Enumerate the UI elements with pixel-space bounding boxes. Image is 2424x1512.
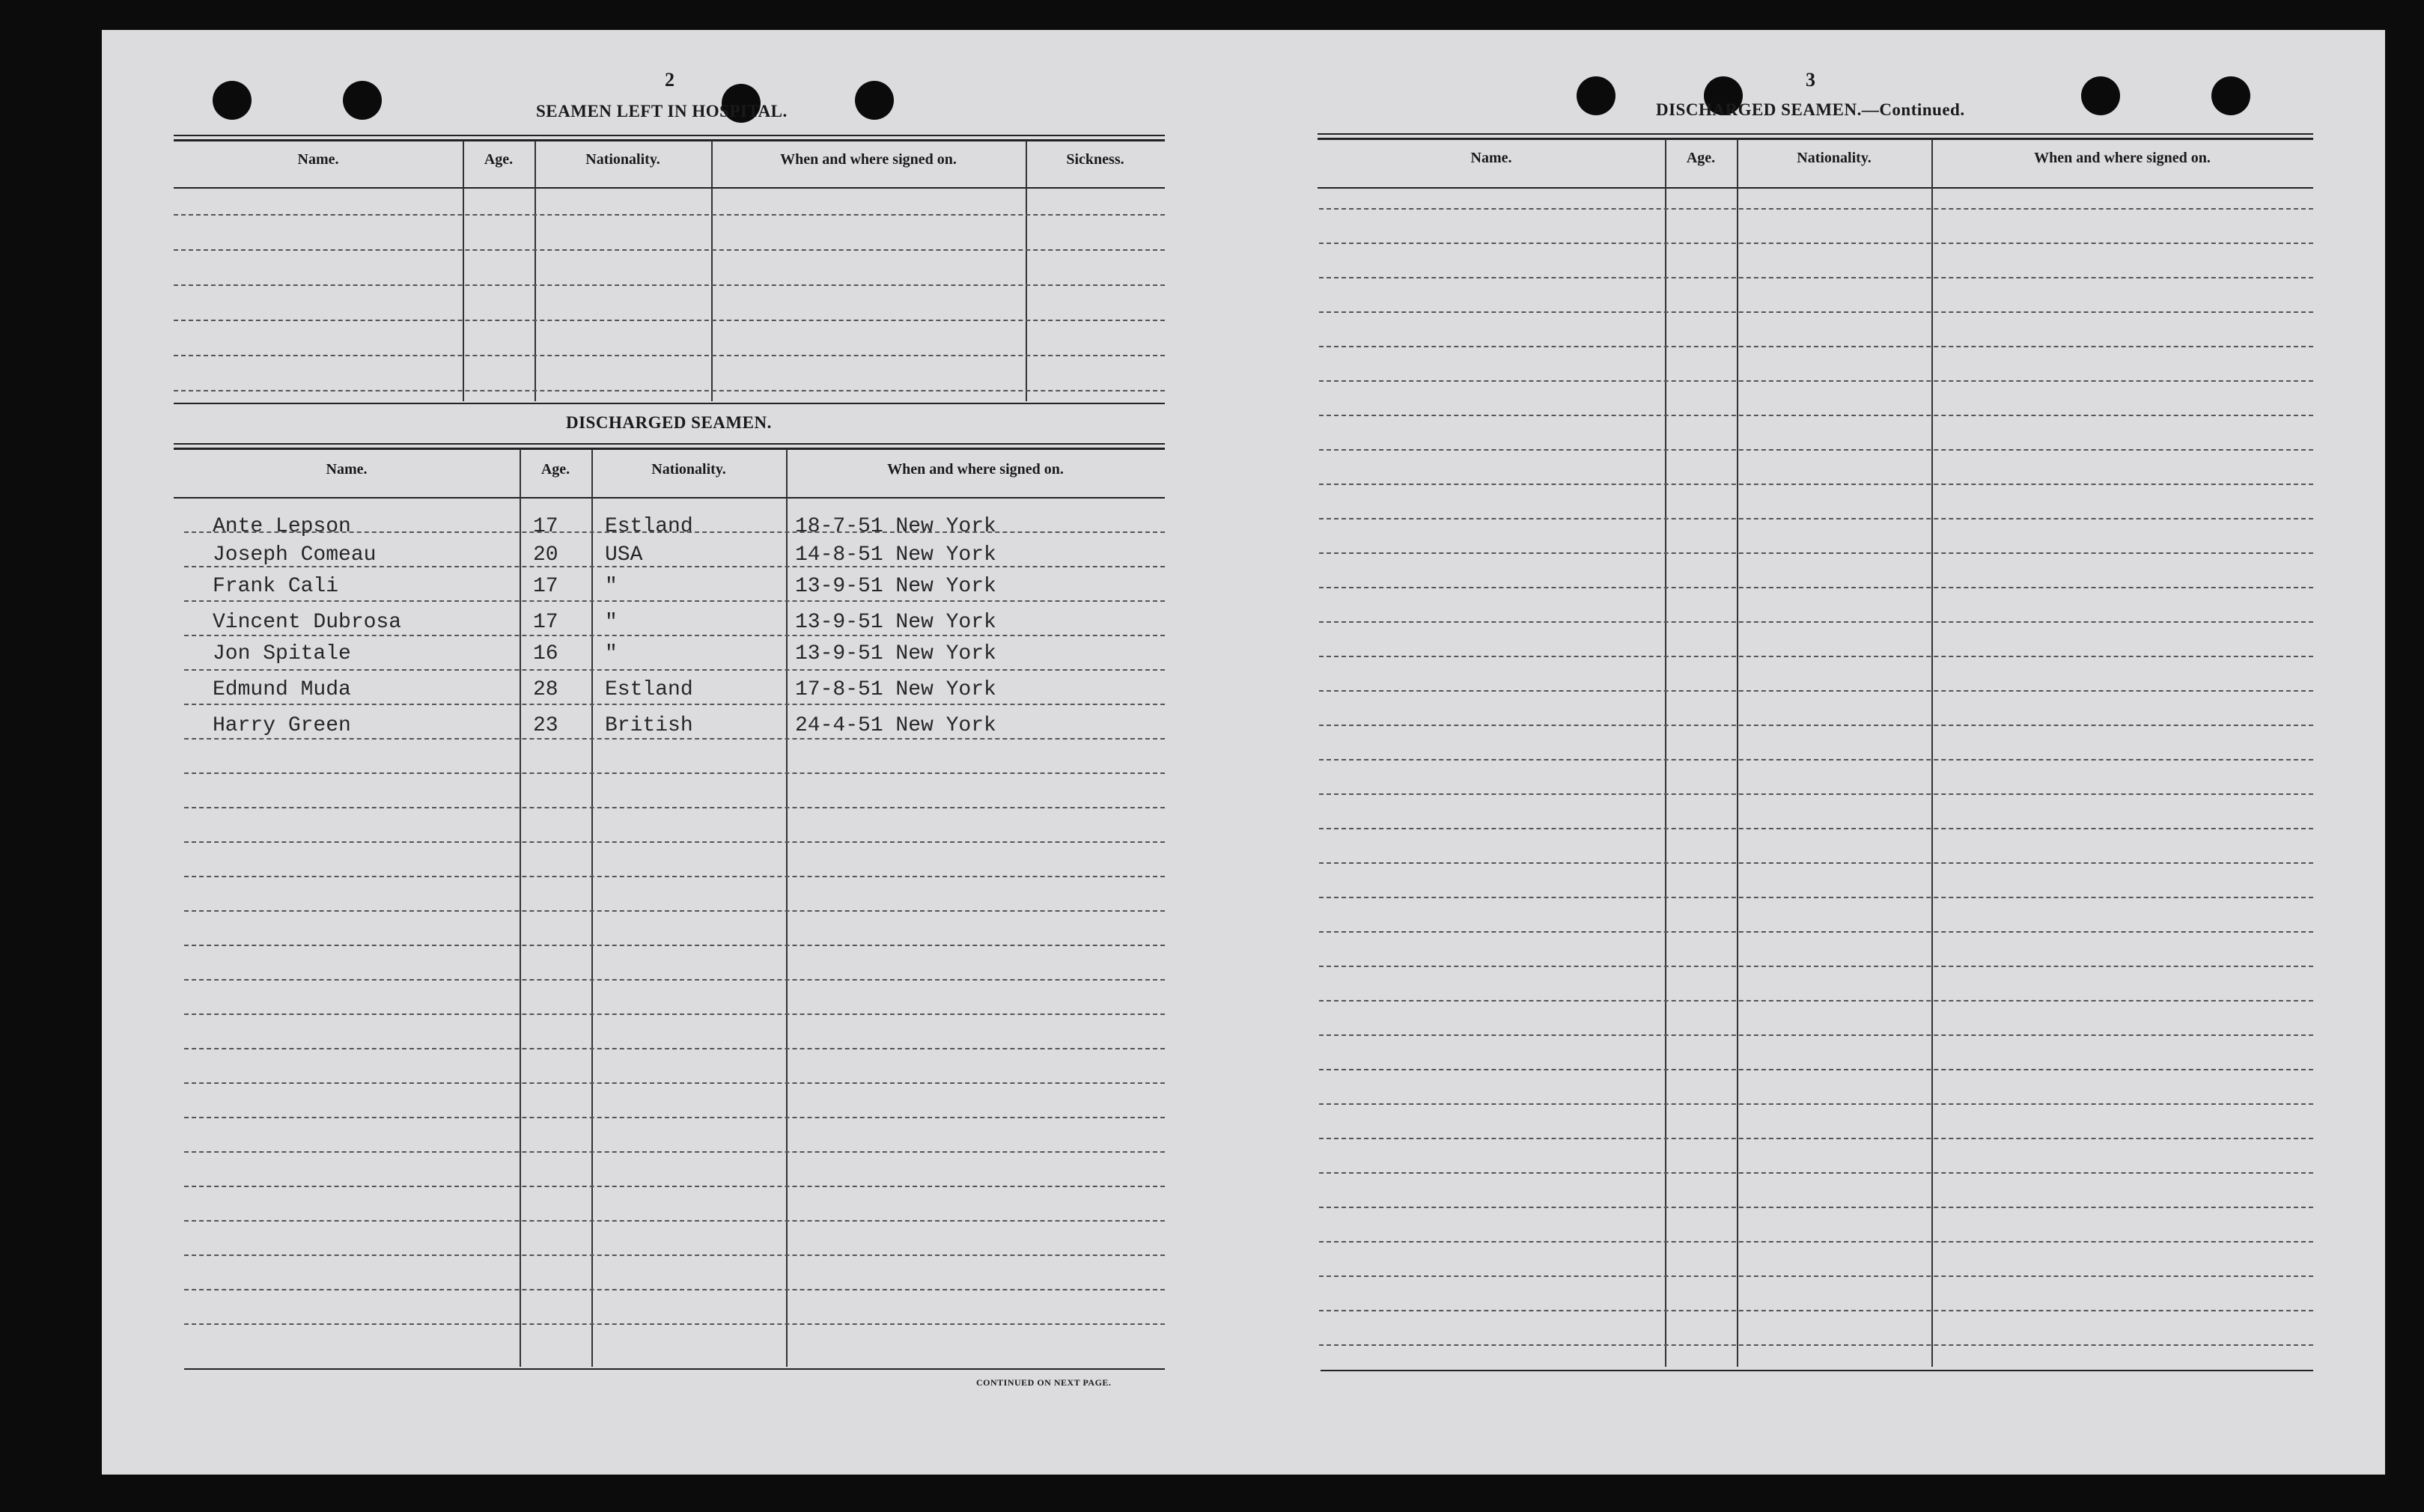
ruled-line xyxy=(184,669,1165,671)
entry-age: 17 xyxy=(533,515,558,538)
ruled-line xyxy=(184,1151,1165,1153)
entry-nationality: " xyxy=(605,611,618,634)
hospital-top-rule xyxy=(174,139,1165,141)
entry-name: Edmund Muda xyxy=(213,678,351,701)
ruled-line xyxy=(184,1013,1165,1015)
column-divider xyxy=(520,449,521,1367)
entry-signed-on: 13-9-51 New York xyxy=(795,642,996,665)
ruled-line xyxy=(1319,518,2313,519)
ruled-line xyxy=(1319,277,2313,278)
entry-signed-on: 14-8-51 New York xyxy=(795,543,996,567)
entry-nationality: " xyxy=(605,642,618,665)
entry-name: Frank Cali xyxy=(213,575,339,598)
discharged-bottom-rule xyxy=(184,1368,1165,1370)
entry-nationality: " xyxy=(605,575,618,598)
entry-signed-on: 13-9-51 New York xyxy=(795,611,996,634)
entry-age: 23 xyxy=(533,714,558,737)
ruled-line xyxy=(174,320,1165,321)
entry-age: 28 xyxy=(533,678,558,701)
discharged-top-rule xyxy=(174,443,1165,445)
ruled-line xyxy=(1319,1310,2313,1311)
discharged-section-title: DISCHARGED SEAMEN. xyxy=(566,413,772,432)
ledger-sheet xyxy=(102,30,2385,1475)
column-divider xyxy=(463,141,464,401)
right-bottom-rule xyxy=(1321,1370,2313,1371)
ruled-line xyxy=(184,600,1165,602)
ruled-line xyxy=(184,1289,1165,1290)
ruled-line xyxy=(1319,966,2313,967)
binder-hole-mark xyxy=(2081,76,2120,115)
hospital-header-rule xyxy=(174,187,1165,189)
ruled-line xyxy=(1319,897,2313,898)
ruled-line xyxy=(174,355,1165,356)
column-header: Name. xyxy=(1470,150,1512,166)
ruled-line xyxy=(1319,862,2313,864)
right-top-rule xyxy=(1318,138,2313,140)
ruled-line xyxy=(184,1186,1165,1187)
ruled-line xyxy=(174,390,1165,391)
column-divider xyxy=(1026,141,1027,401)
ruled-line xyxy=(1319,1241,2313,1243)
entry-name: Jon Spitale xyxy=(213,642,351,665)
ruled-line xyxy=(184,1255,1165,1256)
ruled-line xyxy=(184,876,1165,877)
binder-hole-mark xyxy=(2211,76,2250,115)
ruled-line xyxy=(1319,828,2313,829)
ruled-line xyxy=(1319,380,2313,382)
column-header: Age. xyxy=(484,151,514,168)
column-divider xyxy=(1737,139,1738,1367)
hospital-top-rule xyxy=(174,135,1165,136)
column-divider xyxy=(1931,139,1933,1367)
ruled-line xyxy=(184,1117,1165,1118)
column-divider xyxy=(535,141,536,401)
ruled-line xyxy=(1319,484,2313,485)
column-divider xyxy=(786,449,788,1367)
column-header: Nationality. xyxy=(651,461,726,478)
ruled-line xyxy=(174,214,1165,216)
column-header: When and where signed on. xyxy=(2034,150,2211,166)
right-top-rule xyxy=(1318,133,2313,135)
column-divider xyxy=(591,449,593,1367)
ruled-line xyxy=(1319,415,2313,416)
ruled-line xyxy=(1319,243,2313,244)
column-header: When and where signed on. xyxy=(887,461,1064,478)
ruled-line xyxy=(1319,1034,2313,1036)
ruled-line xyxy=(1319,759,2313,760)
binder-hole-mark xyxy=(343,81,382,120)
ruled-line xyxy=(1319,346,2313,347)
column-header: Age. xyxy=(540,461,570,478)
column-header: Name. xyxy=(297,151,339,168)
entry-age: 16 xyxy=(533,642,558,665)
ruled-line xyxy=(184,807,1165,808)
entry-age: 20 xyxy=(533,543,558,567)
ruled-line xyxy=(184,1220,1165,1222)
column-header: Nationality. xyxy=(585,151,660,168)
binder-hole-mark xyxy=(855,81,894,120)
entry-signed-on: 17-8-51 New York xyxy=(795,678,996,701)
ruled-line xyxy=(184,1323,1165,1325)
ruled-line xyxy=(1319,1275,2313,1277)
ruled-line xyxy=(1319,621,2313,623)
column-divider xyxy=(711,141,713,401)
entry-nationality: USA xyxy=(605,543,643,567)
discharged-top-rule xyxy=(174,448,1165,450)
ruled-line xyxy=(184,772,1165,774)
ruled-line xyxy=(184,1082,1165,1084)
ruled-line xyxy=(184,738,1165,740)
ruled-line xyxy=(174,249,1165,251)
binder-hole-mark xyxy=(1577,76,1616,115)
ruled-line xyxy=(1319,931,2313,933)
ruled-line xyxy=(1319,587,2313,588)
ruled-line xyxy=(184,1048,1165,1049)
entry-name: Joseph Comeau xyxy=(213,543,377,567)
column-header: Sickness. xyxy=(1066,151,1124,168)
ruled-line xyxy=(1319,311,2313,313)
ruled-line xyxy=(184,910,1165,912)
column-header: When and where signed on. xyxy=(780,151,957,168)
entry-age: 17 xyxy=(533,575,558,598)
column-divider xyxy=(1665,139,1666,1367)
ruled-line xyxy=(1319,1172,2313,1174)
entry-signed-on: 18-7-51 New York xyxy=(795,515,996,538)
ruled-line xyxy=(1319,449,2313,451)
entry-name: Ante Lepson xyxy=(213,515,351,538)
entry-signed-on: 13-9-51 New York xyxy=(795,575,996,598)
ruled-line xyxy=(1319,1207,2313,1208)
entry-nationality: Estland xyxy=(605,678,693,701)
ruled-line xyxy=(184,979,1165,981)
ruled-line xyxy=(1319,208,2313,210)
ruled-line xyxy=(184,704,1165,705)
ruled-line xyxy=(1319,656,2313,657)
entry-nationality: Estland xyxy=(605,515,693,538)
ruled-line xyxy=(1319,1000,2313,1002)
binder-hole-mark xyxy=(213,81,252,120)
ruled-line xyxy=(1319,1344,2313,1346)
discharged-header-rule xyxy=(174,497,1165,499)
column-header: Age. xyxy=(1686,150,1716,166)
ruled-line xyxy=(1319,725,2313,726)
hospital-bottom-rule xyxy=(174,403,1165,404)
hospital-section-title: SEAMEN LEFT IN HOSPITAL. xyxy=(536,102,788,121)
column-header: Name. xyxy=(326,461,368,478)
left-page-number: 2 xyxy=(665,69,674,91)
continued-note: CONTINUED ON NEXT PAGE. xyxy=(976,1377,1112,1388)
ruled-line xyxy=(174,284,1165,286)
ruled-line xyxy=(1319,690,2313,692)
ruled-line xyxy=(184,841,1165,843)
right-header-rule xyxy=(1318,187,2313,189)
column-header: Nationality. xyxy=(1797,150,1872,166)
right-page-number: 3 xyxy=(1806,69,1815,91)
ruled-line xyxy=(1319,1069,2313,1070)
ruled-line xyxy=(1319,552,2313,554)
ruled-line xyxy=(184,635,1165,636)
right-section-title: DISCHARGED SEAMEN.—Continued. xyxy=(1656,100,1965,119)
entry-signed-on: 24-4-51 New York xyxy=(795,714,996,737)
entry-nationality: British xyxy=(605,714,693,737)
ruled-line xyxy=(184,945,1165,946)
ruled-line xyxy=(1319,1103,2313,1105)
entry-age: 17 xyxy=(533,611,558,634)
entry-name: Vincent Dubrosa xyxy=(213,611,402,634)
ruled-line xyxy=(1319,793,2313,795)
ruled-line xyxy=(1319,1138,2313,1139)
entry-name: Harry Green xyxy=(213,714,351,737)
